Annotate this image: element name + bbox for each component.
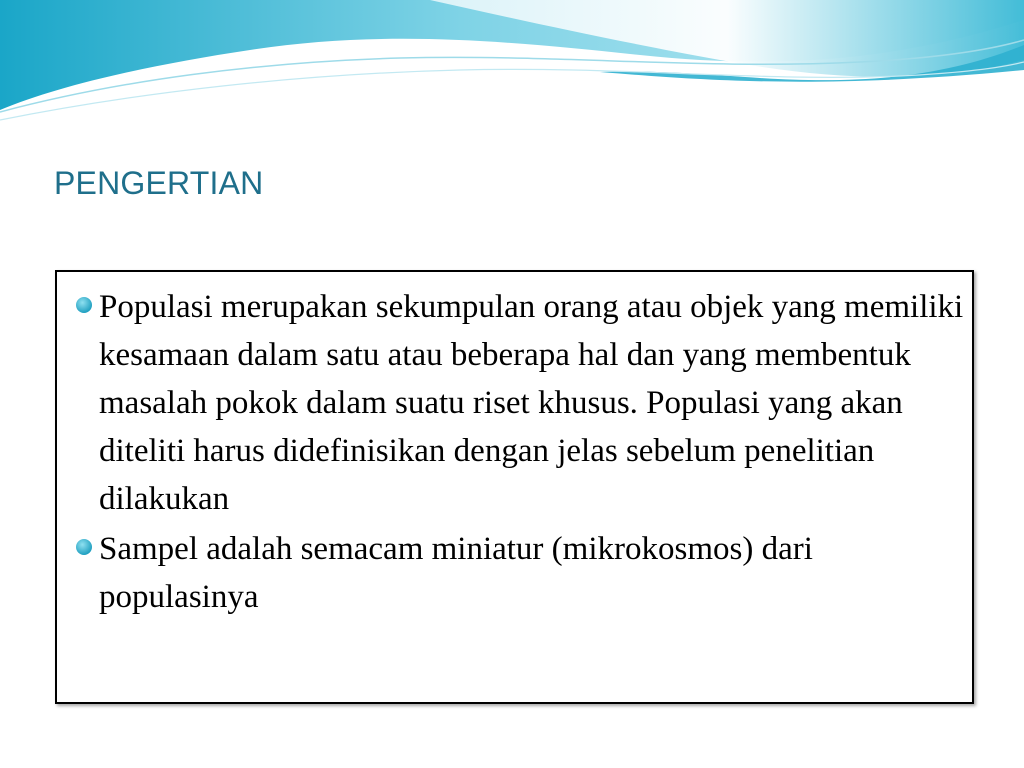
bullet-list bbox=[57, 272, 972, 621]
header-wave-decoration bbox=[0, 0, 1024, 130]
bullet-item-populasi bbox=[99, 283, 964, 523]
content-box bbox=[55, 270, 974, 704]
teal-dot-bullet-icon bbox=[75, 296, 93, 314]
teal-dot-bullet-icon bbox=[75, 538, 93, 556]
slide-title: PENGERTIAN bbox=[54, 165, 264, 201]
bullet-text: Populasi merupakan sekumpulan orang atau objek yang memiliki kesamaan dalam satu atau beberapa hal dan yang membentuk masalah pokok dalam suatu riset khusus. Populasi yang akan diteliti harus didefinisikan dengan jelas sebelum penelitian dilakukan bbox=[99, 289, 964, 517]
bullet-text: Sampel adalah semacam miniatur (mikrokosmos) dari populasinya bbox=[99, 531, 813, 615]
bullet-item-sampel bbox=[99, 525, 964, 621]
